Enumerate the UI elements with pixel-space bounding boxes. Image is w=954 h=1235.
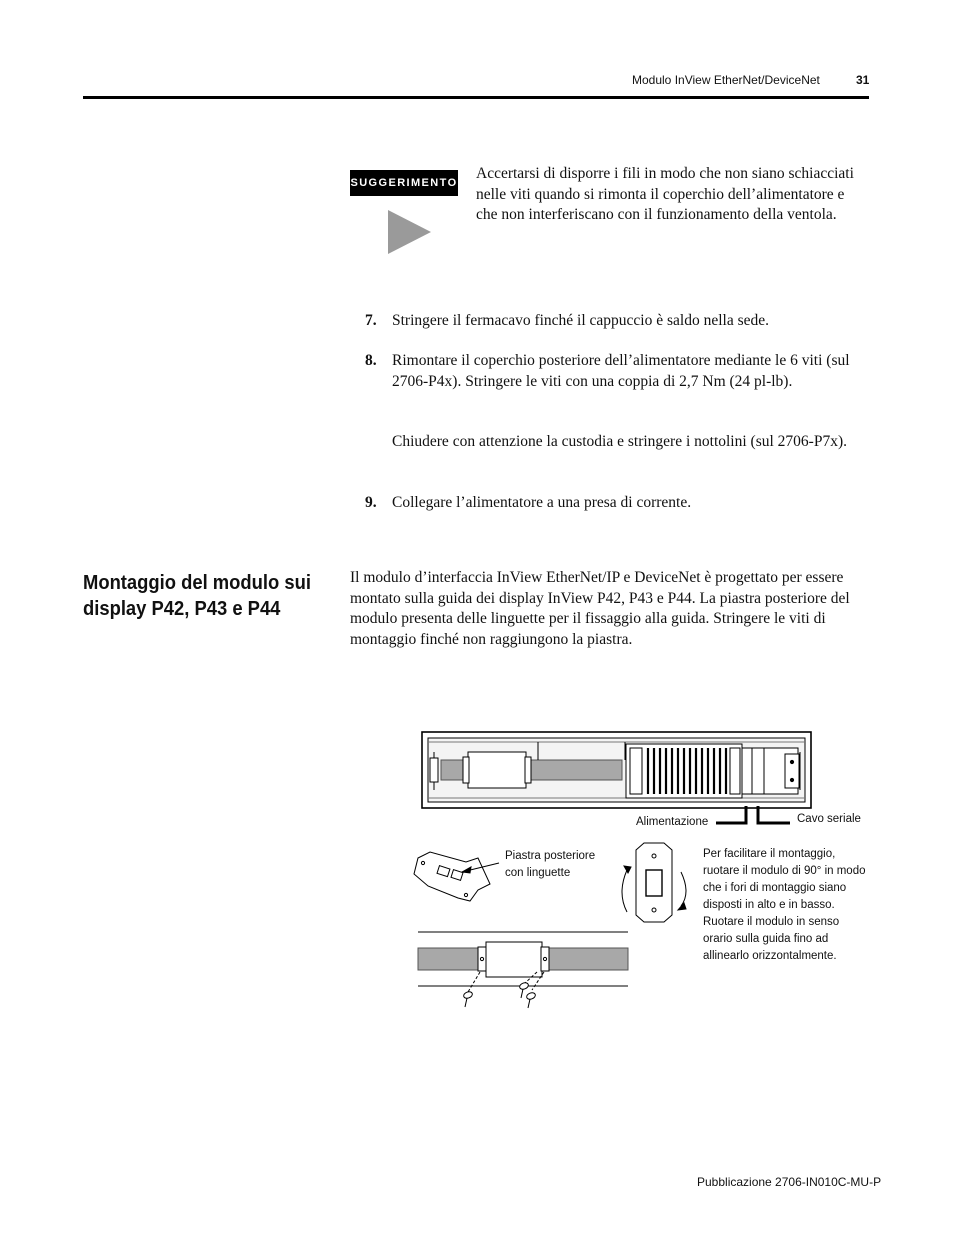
section-title: Montaggio del modulo sui display P42, P43 e P44 bbox=[83, 572, 311, 620]
label-power: Alimentazione bbox=[636, 816, 709, 828]
step-8-continuation: Chiudere con attenzione la custodia e stringere i nottolini (sul 2706-P7x). bbox=[392, 433, 847, 450]
publication-footer: Pubblicazione 2706-IN010C-MU-P bbox=[697, 1175, 882, 1189]
label-serial-cable: Cavo seriale bbox=[797, 813, 861, 825]
step-text: Stringere il fermacavo finché il cappuccio è saldo nella sede. bbox=[392, 312, 770, 329]
page-number: 31 bbox=[856, 73, 870, 87]
back-plate-icon bbox=[414, 852, 499, 901]
tip-text: Accertarsi di disporre i fili in modo che non siano schiacciati nelle viti quando si rimonta il coperchio dell’alimentatore e che non interferiscano con il funzionamento della ventola. bbox=[476, 165, 854, 223]
tip-badge: SUGGERIMENTO bbox=[350, 170, 458, 196]
step-number: 7. bbox=[365, 312, 377, 329]
rail-mount-detail bbox=[418, 932, 628, 1008]
display-rear-view bbox=[422, 732, 811, 808]
section-body: Il modulo d’interfaccia InView EtherNet/IP e DeviceNet è progettato per essere montato sulla guida dei display InView P42, P43 e P44. La piastra posteriore del modulo presenta delle linguette per il fissaggio alla guida. Stringere le viti di montaggio finché non raggiungono la piastra. bbox=[350, 569, 850, 648]
rotation-icon bbox=[622, 843, 686, 922]
step-text: Rimontare il coperchio posteriore dell’alimentatore mediante le 6 viti (sul 2706-P4x). Stringere le viti con una coppia di 2,7 Nm (24 pl-lb). bbox=[392, 352, 850, 390]
step-number: 9. bbox=[365, 494, 377, 511]
step-number: 8. bbox=[365, 352, 377, 369]
label-rotation-note: Per facilitare il montaggio, ruotare il modulo di 90° in modo che i fori di montaggio siano disposti in alto e in basso. Ruotare il modulo in senso orario sulla guida fino ad allinearlo orizzontalmente. bbox=[703, 848, 866, 962]
step-text: Collegare l’alimentatore a una presa di corrente. bbox=[392, 494, 692, 511]
label-back-plate: Piastra posteriore con linguette bbox=[505, 850, 596, 879]
running-header-title: Modulo InView EtherNet/DeviceNet bbox=[632, 73, 820, 87]
